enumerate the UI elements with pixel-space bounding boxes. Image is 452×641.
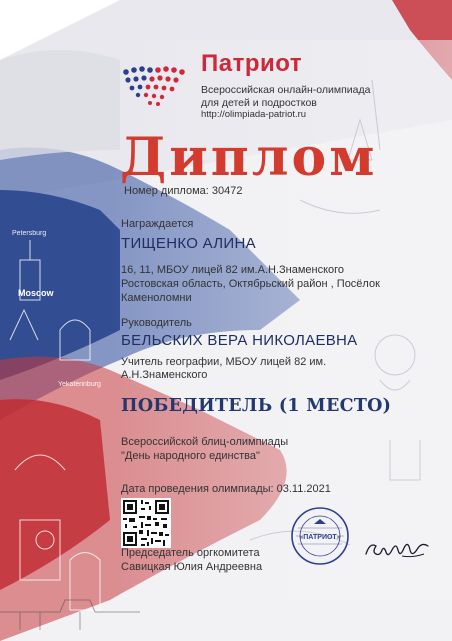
signature	[362, 536, 434, 564]
map-label-petersburg: Petersburg	[12, 230, 47, 237]
recipient-locality: Каменоломни	[121, 292, 192, 304]
logo-url: http://olimpiada-patriot.ru	[201, 109, 307, 120]
logo-title: Патриот	[201, 50, 303, 77]
supervisor-name: БЕЛЬСКИХ ВЕРА НИКОЛАЕВНА	[121, 332, 358, 349]
stamp-text: «ПАТРИОТ»	[299, 534, 341, 541]
recipient-label: Награждается	[121, 218, 194, 230]
qr-code	[121, 498, 171, 548]
chair-role: Председатель оргкомитета	[121, 547, 260, 559]
supervisor-label: Руководитель	[121, 317, 192, 329]
recipient-name: ТИЩЕНКО АЛИНА	[121, 235, 256, 252]
award-title: ПОБЕДИТЕЛЬ (1 МЕСТО)	[121, 396, 392, 416]
supervisor-position-2: А.Н.Знаменского	[121, 369, 208, 381]
olympiad-type: Всероссийской блиц-олимпиады	[121, 436, 289, 448]
recipient-region: Ростовская область, Октябрьский район , Посёлок	[121, 278, 380, 290]
logo-subtitle: Всероссийская онлайн-олимпиада для детей и подростков	[201, 84, 371, 109]
map-label-yekaterinburg: Yekaterinburg	[58, 381, 101, 388]
olympiad-name: "День народного единства"	[121, 450, 260, 462]
organization-stamp	[290, 506, 350, 566]
supervisor-position: Учитель географии, МБОУ лицей 82 им.	[121, 356, 327, 368]
map-label-moscow: Moscow	[18, 288, 54, 298]
recipient-school: 16, 11, МБОУ лицей 82 им.А.Н.Знаменского	[121, 264, 345, 276]
olympiad-date: Дата проведения олимпиады: 03.11.2021	[121, 483, 331, 495]
patriot-logo-icon	[120, 64, 188, 106]
chair-name: Савицкая Юлия Андреевна	[121, 561, 263, 573]
diploma-number: Номер диплома: 30472	[124, 185, 243, 197]
diploma-title: Диплом	[120, 127, 378, 188]
